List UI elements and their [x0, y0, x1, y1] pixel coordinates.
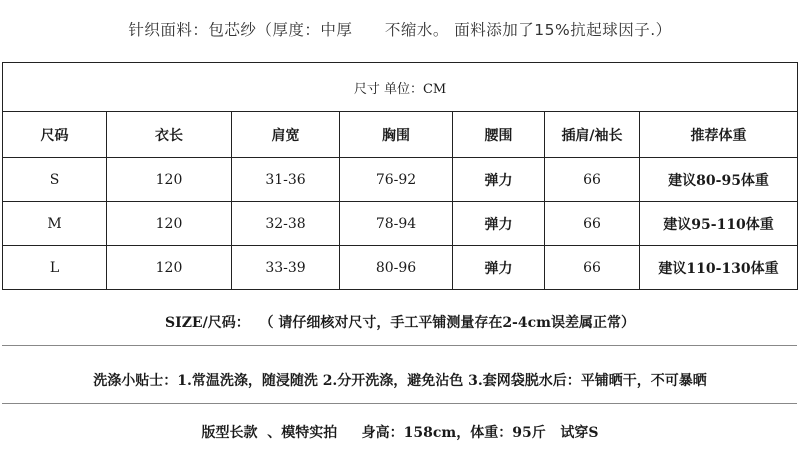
wash-tips: 洗涤小贴士：1.常温洗涤，随浸随洗 2.分开洗涤，避免沾色 3.套网袋脱水后：平铺晒干，不可暴晒: [93, 373, 707, 389]
cell-weight: 建议110-130体重: [640, 246, 798, 290]
cell-chest: 76-92: [340, 158, 453, 202]
cell-sleeve: 66: [545, 202, 640, 246]
cell-waist: 弹力: [453, 246, 545, 290]
cell-shoulder: 31-36: [232, 158, 340, 202]
fabric-description: 针织面料：包芯纱（厚度：中厚 不缩水。 面料添加了15%抗起球因子.）: [128, 21, 672, 39]
header-waist: 腰围: [453, 112, 545, 158]
size-note: SIZE/尺码： （ 请仔细核对尺寸，手工平铺测量存在2-4cm误差属正常）: [165, 315, 635, 331]
header-length: 衣长: [107, 112, 232, 158]
cell-shoulder: 33-39: [232, 246, 340, 290]
header-size: 尺码: [3, 112, 107, 158]
header-chest: 胸围: [340, 112, 453, 158]
cell-shoulder: 32-38: [232, 202, 340, 246]
cell-length: 120: [107, 158, 232, 202]
table-caption: 尺寸 单位：CM: [3, 63, 798, 112]
divider: [2, 403, 797, 404]
table-row: [3, 158, 798, 202]
size-chart-table: [2, 62, 798, 290]
divider: [2, 345, 797, 346]
model-info: 版型长款 、模特实拍 身高：158cm，体重：95斤 试穿S: [201, 425, 599, 441]
cell-size: L: [3, 246, 107, 290]
cell-length: 120: [107, 246, 232, 290]
cell-size: S: [3, 158, 107, 202]
table-row: [3, 202, 798, 246]
cell-size: M: [3, 202, 107, 246]
table-row: [3, 246, 798, 290]
cell-weight: 建议80-95体重: [640, 158, 798, 202]
table-header-row: [3, 112, 798, 158]
cell-weight: 建议95-110体重: [640, 202, 798, 246]
cell-chest: 78-94: [340, 202, 453, 246]
header-weight: 推荐体重: [640, 112, 798, 158]
cell-chest: 80-96: [340, 246, 453, 290]
cell-sleeve: 66: [545, 246, 640, 290]
header-sleeve: 插肩/袖长: [545, 112, 640, 158]
cell-waist: 弹力: [453, 202, 545, 246]
cell-length: 120: [107, 202, 232, 246]
header-shoulder: 肩宽: [232, 112, 340, 158]
cell-sleeve: 66: [545, 158, 640, 202]
cell-waist: 弹力: [453, 158, 545, 202]
